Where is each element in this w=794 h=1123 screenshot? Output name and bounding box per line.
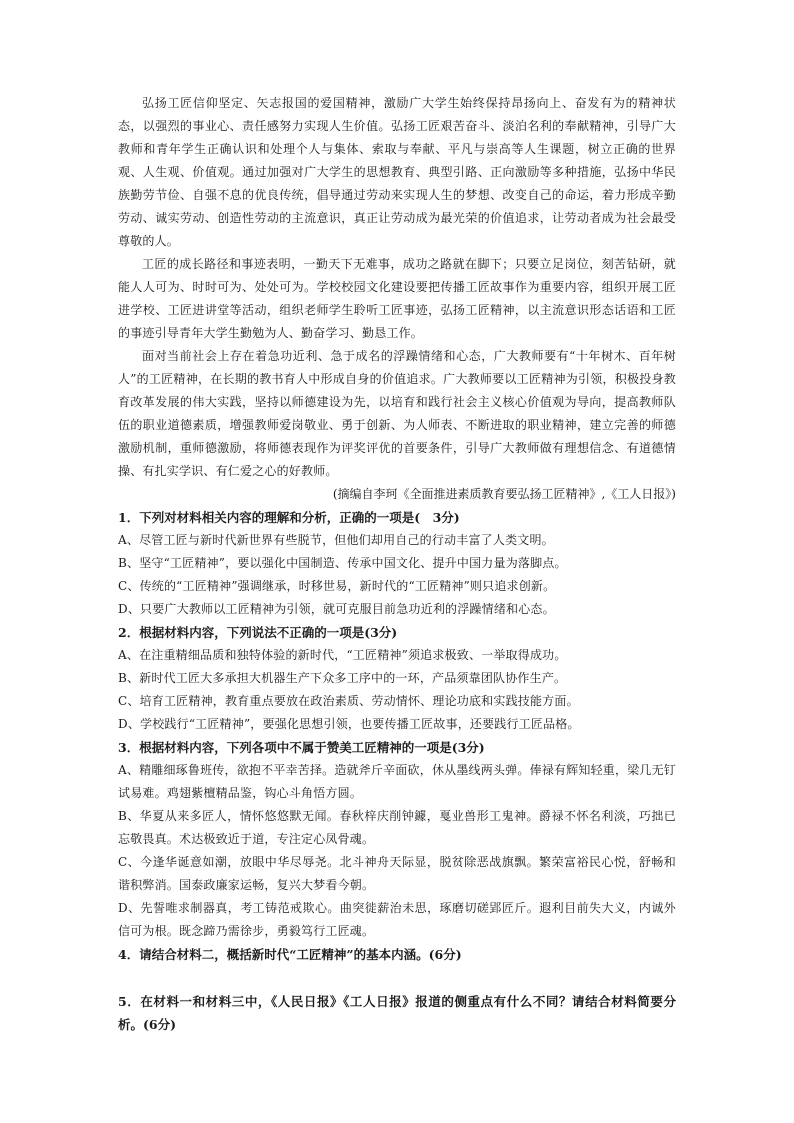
- source-citation: (摘编自李珂《全面推进素质教育要弘扬工匠精神》,《工人日报》): [332, 487, 676, 501]
- option-b: B、华夏从来多匠人，情怀悠悠默无闻。春秋梓庆削钟鐻，戛业兽形工鬼神。爵禄不怀名利淡，巧拙已忘敬畏真。术达极致近于道，专注定心凤骨魂。: [118, 809, 676, 846]
- option-b: B、新时代工匠大多承担大机器生产下众多工序中的一环，产品须靠团队协作生产。: [118, 671, 567, 685]
- question-5: [118, 990, 676, 1036]
- question-4: [118, 943, 676, 966]
- option-c: C、传统的“工匠精神”强调继承，时移世易，新时代的“工匠精神”则只追求创新。: [118, 579, 556, 593]
- question-stem: 3．根据材料内容，下列各项中不属于赞美工匠精神的一项是(3分): [118, 740, 485, 755]
- answer-space: [118, 966, 676, 990]
- body-paragraph-3: 面对当前社会上存在着急功近利、急于成名的浮躁情绪和心态，广大教师要有“十年树木、百年树人”的工匠精神，在长期的教书育人中形成自身的价值追求。广大教师要以工匠精神为引领，积极投身教育改革发展的伟大实践，坚持以师德建设为先，以培育和践行社会主义核心价值观为导向，提高教师队伍的职业道德素质，增强教师爱岗敬业、勇于创新、为人师表、不断进取的职业精神，建立完善的师德激励机制，重师德激励，将师德表现作为评奖评优的首要条件，引导广大教师做有理想信念、有道德情操、有扎实学识、有仁爱之心的好教师。: [118, 349, 676, 478]
- option-d: D、先誓唯求制器真，考工铸范戒欺心。曲突徙薪治未思，琢磨切磋郢匠斤。遐利目前失大义，内诚外信可为根。既念蹄乃需徐步，勇毅笃行工匠魂。: [118, 901, 676, 938]
- question-2: [118, 621, 676, 736]
- option-d: D、学校践行“工匠精神”，要强化思想引领，也要传播工匠故事，还要践行工匠品格。: [118, 717, 580, 731]
- option-a: A、尽管工匠与新时代新世界有些脱节，但他们却用自己的行动丰富了人类文明。: [118, 533, 554, 547]
- body-paragraph-2: 工匠的成长路径和事迹表明，一勤天下无难事，成功之路就在脚下；只要立足岗位，刻苦钻研，就能人人可为、时时可为、处处可为。学校校园文化建设要把传播工匠故事作为重要内容，组织开展工匠进学校、工匠进讲堂等活动，组织老师学生聆听工匠事迹，弘扬工匠精神，以主流意识形态话语和工匠的事迹引导青年大学生勤勉为人、勤奋学习、勤恳工作。: [118, 257, 676, 340]
- question-stem: 2．根据材料内容，下列说法不正确的一项是(3分): [118, 625, 398, 640]
- option-c: C、今逢华诞意如潮，放眼中华尽辱尧。北斗神舟天际显，脱贫除恶战旗飘。繁荣富裕民心悦，舒畅和谐积弊消。国泰政廉家运畅，复兴大梦看今朝。: [118, 855, 676, 892]
- question-1: [118, 506, 676, 621]
- question-stem: 4．请结合材料二，概括新时代“工匠精神”的基本内涵。(6分): [118, 947, 462, 962]
- option-a: A、精雕细琢鲁班传，欲抱不平幸苦择。造就斧斤辛面砍，休从墨线两头弹。俸禄有辉知轻重，梁几无钉试易难。鸡翅紫檀精品鉴，钩心斗角悟方圆。: [118, 763, 676, 800]
- option-c: C、培育工匠精神，教育重点要放在政治素质、劳动情怀、理论功底和实践技能方面。: [118, 694, 579, 708]
- question-3: [118, 736, 676, 943]
- option-b: B、坚守“工匠精神”，要以强化中国制造、传承中国文化、提升中国力量为落脚点。: [118, 556, 567, 570]
- option-a: A、在注重精细品质和独特体验的新时代，“工匠精神”须追求极致、一举取得成功。: [118, 648, 567, 662]
- question-stem: 5．在材料一和材料三中，《人民日报》《工人日报》报道的侧重点有什么不同？请结合材料简要分析。(6分): [118, 994, 676, 1032]
- body-paragraph-1: 弘扬工匠信仰坚定、矢志报国的爱国精神，激励广大学生始终保持昂扬向上、奋发有为的精神状态，以强烈的事业心、责任感努力实现人生价值。弘扬工匠艰苦奋斗、淡泊名利的奉献精神，引导广大教师和青年学生正确认识和处理个人与集体、索取与奉献、平凡与崇高等人生课题，树立正确的世界观、人生观、价值观。通过加强对广大学生的思想教育、典型引路、正向激励等多种措施，弘扬中华民族勤劳节俭、自强不息的优良传统，倡导通过劳动来实现人生的梦想、改变自己的命运，着力形成辛勤劳动、诚实劳动、创造性劳动的主流意识，真正让劳动成为最光荣的价值追求，让劳动者成为社会最受尊敬的人。: [118, 96, 676, 248]
- question-stem: 1．下列对材料相关内容的理解和分析，正确的一项是( 3分): [118, 510, 460, 525]
- option-d: D、只要广大教师以工匠精神为引领，就可克服目前急功近利的浮躁情绪和心态。: [118, 602, 555, 616]
